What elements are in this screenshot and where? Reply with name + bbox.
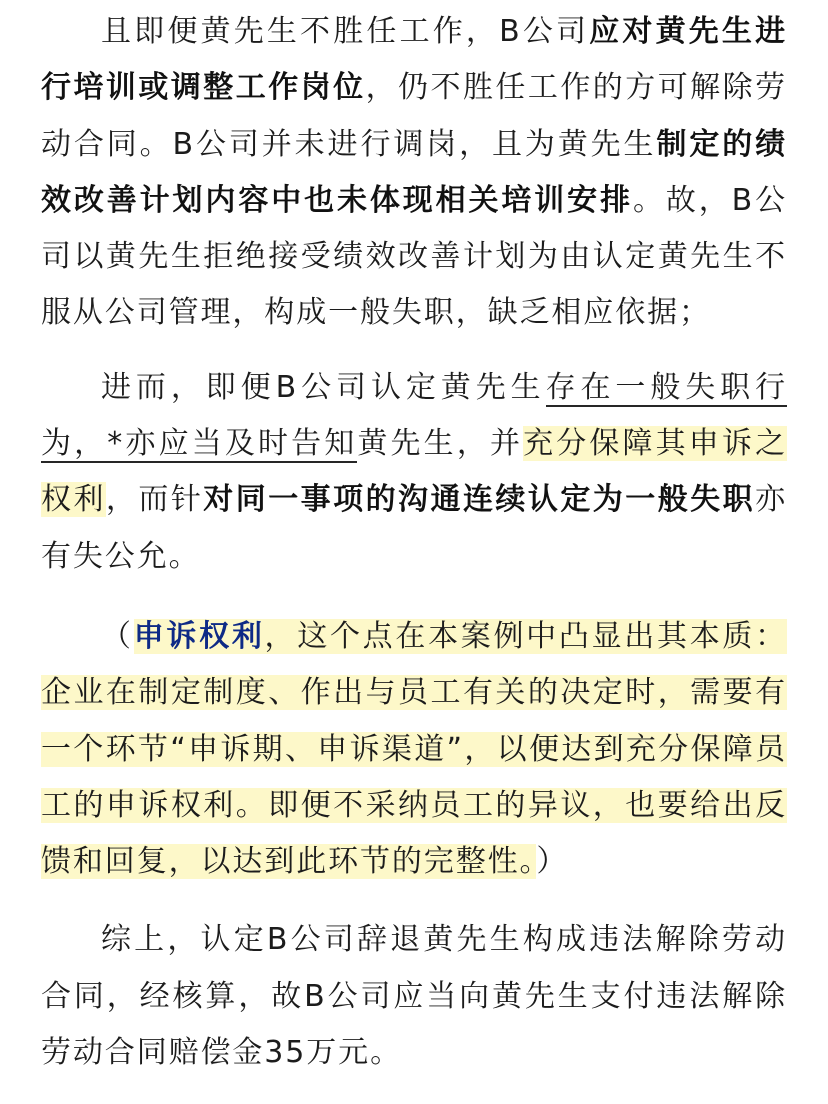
text-segment: 进而，即便B公司认定黄先生	[101, 369, 546, 405]
underlined-text: 亦应当及时告知	[124, 426, 358, 462]
paragraph-conclusion	[41, 912, 787, 1081]
text-segment: ，而针	[105, 482, 204, 518]
close-paren: ）	[536, 844, 569, 880]
asterisk-mark: *	[107, 426, 125, 462]
note-text: ，这个点在本案例中凸显出其本质：企业在制定制度、作出与员工有关的决定时，需要有一个环节“申诉期、申诉渠道”，以便达到充分保障员工的申诉权利。即便不采纳员工的异议，也要给出反馈和回复，以达到此环节的完整性。	[41, 618, 788, 880]
highlighted-text: 充分保障其申诉之权利	[41, 426, 787, 518]
open-paren: （	[101, 618, 134, 654]
paragraph-notification	[41, 360, 787, 585]
bold-text: 制定的绩效改善计划内容中也未体现相关培训安排	[41, 126, 787, 218]
paragraph-appeal-rights-note	[41, 609, 787, 890]
text-segment: 且即便黄先生不胜任工作，B公司	[101, 14, 590, 49]
text-segment: ，仍不胜任工作的方可解除劳动合同。B公司并未进行调岗，且为黄先生	[41, 70, 788, 162]
appeal-rights-term: 申诉权利	[133, 618, 265, 654]
text-segment: 。故，B公司以黄先生拒绝接受绩效改善计划为由认定黄先生不服从公司管理，构成一般失职，缺乏相应依据；	[41, 182, 787, 331]
paragraph-training-requirement	[41, 4, 787, 342]
highlighted-note	[41, 619, 787, 879]
underlined-text: 存在一般失职行为，	[41, 369, 787, 462]
text-segment: 亦有失公允。	[41, 482, 787, 574]
bold-text: 对同一事项的沟通连续认定为一般失职	[203, 482, 756, 518]
conclusion-text: 综上，认定B公司辞退黄先生构成违法解除劳动合同，经核算，故B公司应当向黄先生支付违法解除劳动合同赔偿金35万元。	[41, 922, 787, 1071]
bold-text: 应对黄先生进行培训或调整工作岗位	[41, 14, 787, 106]
text-segment: 黄先生，并	[357, 426, 524, 462]
